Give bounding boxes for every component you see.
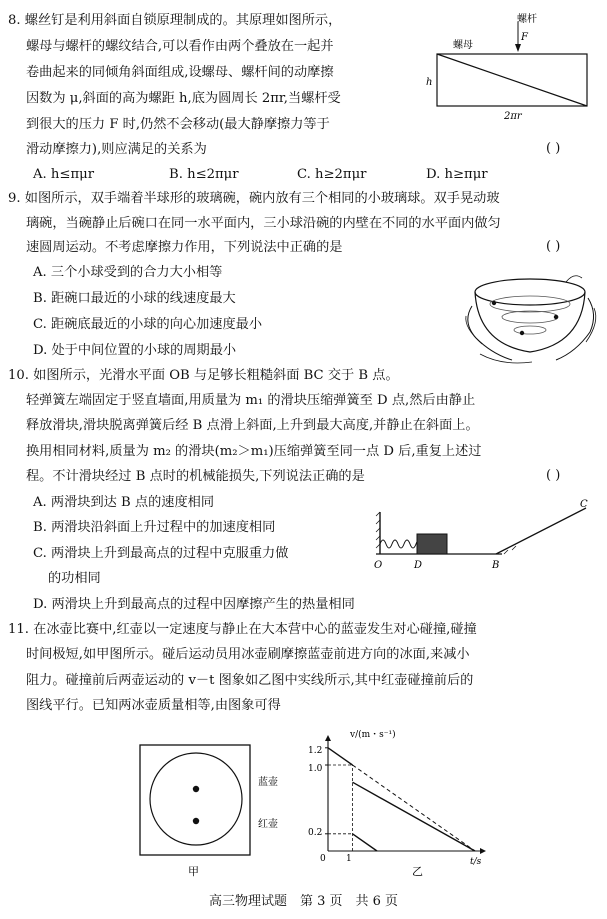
q10-label-o: O: [374, 560, 383, 570]
q8-option-b: B. h≤2πμr: [169, 167, 239, 182]
q8-line-2: 螺母与螺杆的螺纹结合,可以看作由两个叠放在一起并: [26, 39, 334, 54]
vt-xtick-0: 0: [320, 854, 326, 864]
vt-xlabel: t/s: [470, 857, 482, 867]
q8-option-d: D. h≥πμr: [426, 167, 488, 182]
fig-a-caption: 甲: [188, 865, 199, 878]
q8-line-3: 卷曲起来的同倾角斜面组成,设螺母、螺杆间的动摩擦: [26, 65, 334, 80]
fig-b-caption: 乙: [412, 865, 423, 878]
q8-label-base: 2πr: [504, 111, 522, 122]
q11-line-2: 时间极短,如甲图所示。碰后运动员用冰壶刷摩擦蓝壶前进方向的冰面,来减小: [26, 647, 470, 662]
q8-option-c: C. h≥2πμr: [297, 167, 367, 182]
q10-line-5: 程。不计滑块经过 B 点时的机械能损失,下列说法正确的是: [26, 469, 365, 484]
label-red-stone: 红壶: [258, 819, 278, 830]
q9-option-c: C. 距碗底最近的小球的向心加速度最小: [33, 317, 263, 332]
q8-line-5: 到很大的压力 F 时,仍然不会移动(最大静摩擦力等于: [26, 117, 330, 132]
vt-series-line-2: [353, 782, 476, 851]
q8-answer-blank: ( ): [546, 141, 561, 156]
vt-xtick-1: 1: [346, 854, 352, 864]
q9-option-a: A. 三个小球受到的合力大小相等: [33, 265, 223, 280]
q11-line-1: 11. 在冰壶比赛中,红壶以一定速度与静止在大本营中心的蓝壶发生对心碰撞,碰撞: [8, 622, 477, 637]
q8-label-nut: 螺母: [453, 40, 473, 51]
q8-line-6: 滑动摩擦力),则应满足的关系为: [26, 142, 207, 157]
q10-label-b: B: [492, 560, 500, 570]
q11-line-3: 阻力。碰撞前后两壶运动的 v－t 图象如乙图中实线所示,其中红壶碰撞前后的: [26, 673, 474, 688]
vt-ytick-1-2: 1.2: [308, 746, 323, 756]
q8-label-bolt: 螺杆: [517, 14, 537, 25]
q11-curling-figure: [130, 735, 310, 879]
q10-line-1: 10. 如图所示，光滑水平面 OB 与足够长粗糙斜面 BC 交于 B 点。: [8, 368, 399, 383]
q8-incline-figure: [425, 8, 603, 126]
vt-x-arrow: [480, 848, 486, 854]
q9-answer-blank: ( ): [546, 239, 561, 254]
vt-ytick-0-2: 0.2: [308, 828, 323, 838]
q10-option-b: B. 两滑块沿斜面上升过程中的加速度相同: [33, 520, 276, 535]
q9-option-d: D. 处于中间位置的小球的周期最小: [33, 343, 237, 358]
blue-stone: [193, 786, 199, 792]
q8-line-4: 因数为 μ,斜面的高为螺距 h,底为圆周长 2πr,当螺杆受: [26, 91, 341, 106]
q10-line-3: 释放滑块,滑块脱离弹簧后经 B 点滑上斜面,上升到最大高度,并静止在斜面上。: [26, 418, 479, 433]
vt-ylabel: v/(m・s⁻¹): [350, 730, 396, 740]
q9-option-b: B. 距碗口最近的小球的线速度最大: [33, 291, 236, 306]
q10-label-d: D: [414, 560, 423, 570]
q9-line-3: 速圆周运动。不考虑摩擦力作用，下列说法中正确的是: [26, 240, 343, 255]
q9-line-1: 9. 如图所示，双手端着半球形的玻璃碗，碗内放有三个相同的小玻璃球。双手晃动玻: [8, 191, 500, 206]
q10-spring-incline-figure: [372, 496, 602, 570]
q10-line-2: 轻弹簧左端固定于竖直墙面,用质量为 m₁ 的滑块压缩弹簧至 D 点,然后由静止: [26, 393, 476, 408]
q9-bowl-figure: [462, 262, 602, 368]
vt-series-line-1: [353, 834, 378, 851]
q10-option-d: D. 两滑块上升到最高点的过程中因摩擦产生的热量相同: [33, 597, 355, 612]
vt-series-line-0: [328, 748, 353, 765]
q8-line-1: 8. 螺丝钉是利用斜面自锁原理制成的。其原理如图所示，: [8, 13, 342, 28]
vt-y-arrow: [325, 735, 331, 741]
q8-option-a: A. h≤πμr: [33, 167, 94, 182]
q10-answer-blank: ( ): [546, 468, 561, 483]
q10-option-c-cont: 的功相同: [48, 571, 101, 586]
q10-label-c: C: [580, 499, 588, 510]
red-stone: [193, 818, 199, 824]
q10-option-a: A. 两滑块到达 B 点的速度相同: [33, 495, 215, 510]
q8-label-h: h: [426, 77, 433, 88]
page-footer: 高三物理试题 第 3 页 共 6 页: [208, 894, 399, 909]
label-blue-stone: 蓝壶: [258, 777, 278, 788]
q11-line-4: 图线平行。已知两冰壶质量相等,由图象可得: [26, 698, 281, 713]
q11-vt-chart: [304, 727, 490, 879]
q9-line-2: 璃碗，当碗静止后碗口在同一水平面内，三小球沿碗的内壁在不同的水平面内做匀: [26, 216, 501, 231]
q10-line-4: 换用相同材料,质量为 m₂ 的滑块(m₂＞m₁)压缩弹簧至同一点 D 后,重复上述过: [26, 444, 482, 459]
q10-option-c: C. 两滑块上升到最高点的过程中克服重力做: [33, 546, 289, 561]
vt-series-line-3: [353, 765, 476, 851]
vt-ytick-1-0: 1.0: [308, 764, 323, 774]
q8-label-force: F: [521, 32, 528, 43]
